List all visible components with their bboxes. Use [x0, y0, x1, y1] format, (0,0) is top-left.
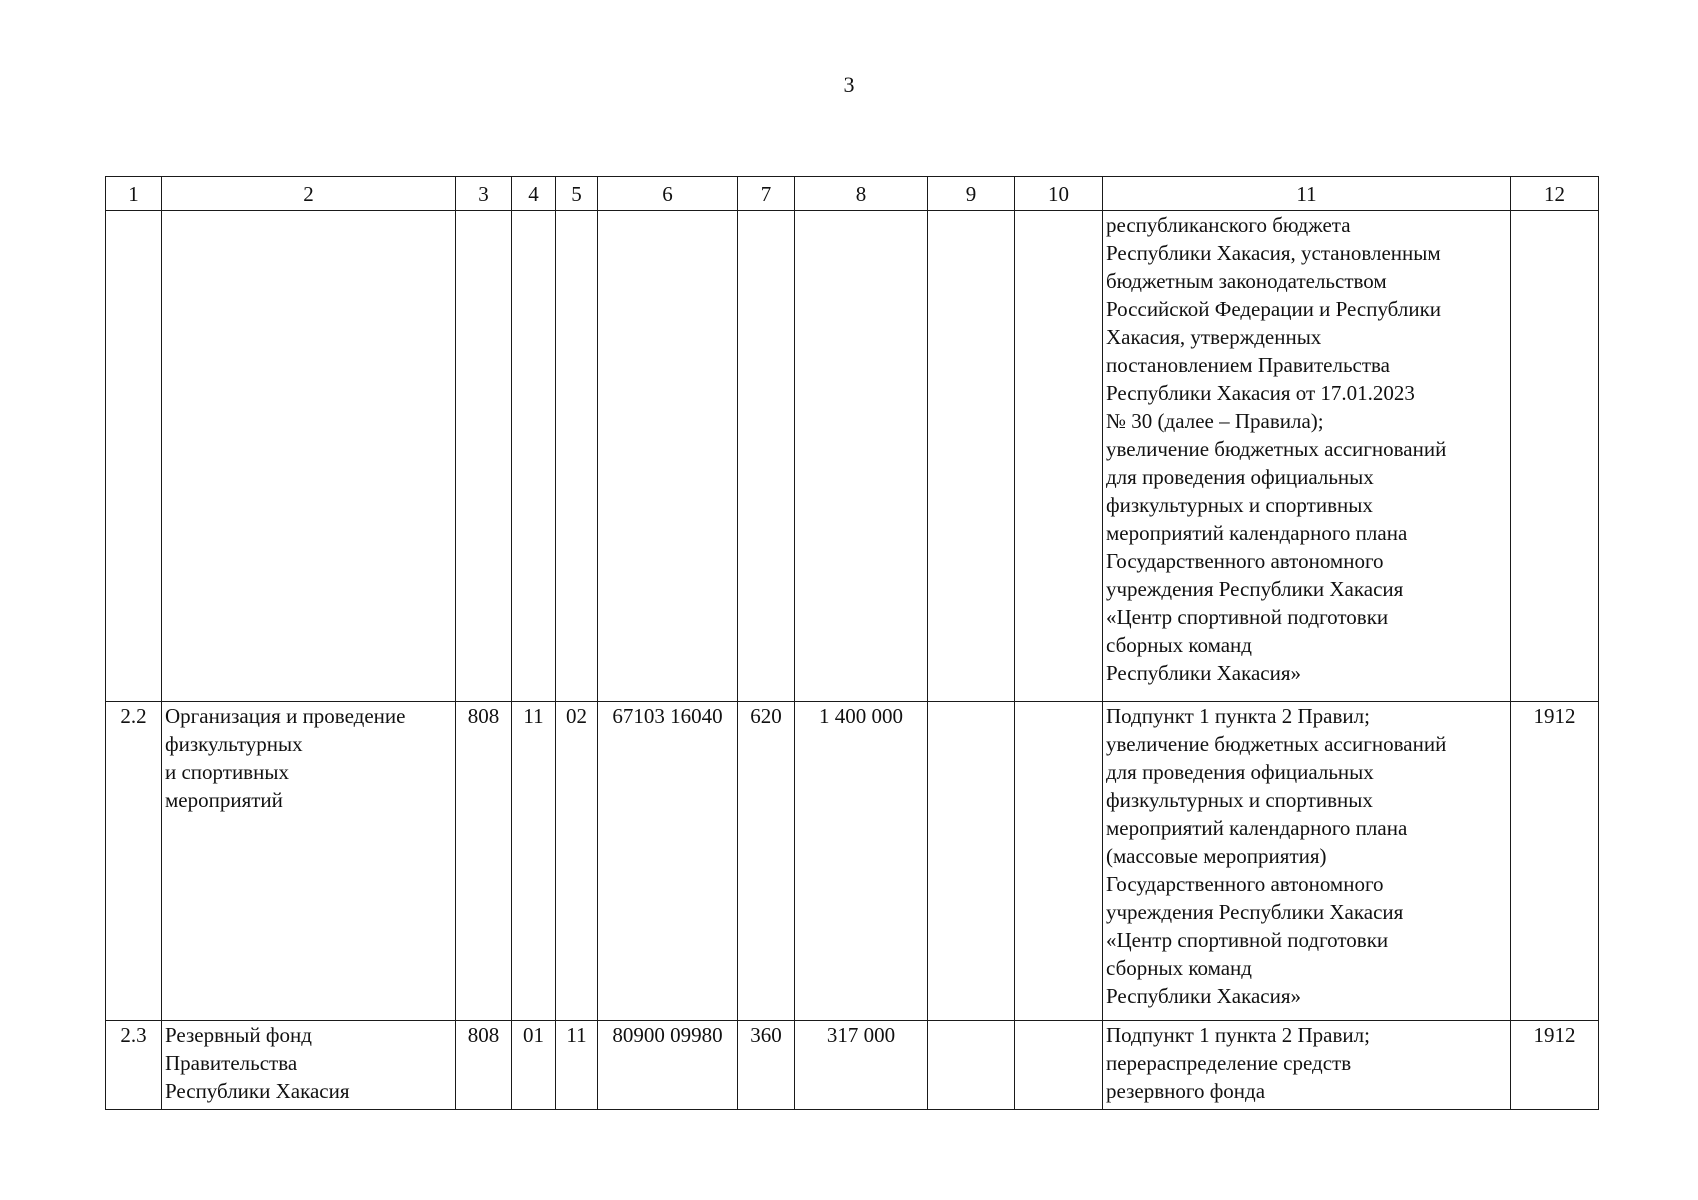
header-row [106, 177, 1599, 211]
reason-line: увеличение бюджетных ассигнований [1106, 437, 1447, 461]
column-header: 5 [556, 177, 598, 211]
cell-col4: 11 [512, 702, 556, 1021]
cell-col6 [598, 211, 738, 702]
cell-col12: 1912 [1511, 702, 1599, 1021]
cell-col12 [1511, 211, 1599, 702]
name-line: Правительства [165, 1051, 298, 1075]
row-name [162, 211, 456, 702]
table-row [106, 1021, 1599, 1110]
cell-col10 [1015, 211, 1103, 702]
reason-line: мероприятий календарного плана [1106, 816, 1408, 840]
reason-line: физкультурных и спортивных [1106, 493, 1373, 517]
column-header: 2 [162, 177, 456, 211]
cell-col7 [738, 211, 795, 702]
budget-table [105, 176, 1599, 1110]
cell-col5: 11 [556, 1021, 598, 1110]
cell-col9 [928, 702, 1015, 1021]
row-reason [1103, 211, 1511, 702]
reason-line: учреждения Республики Хакасия [1106, 900, 1404, 924]
name-line: Резервный фонд [165, 1023, 312, 1047]
cell-col3 [456, 211, 512, 702]
page-number: 3 [843, 72, 855, 97]
cell-col7: 620 [738, 702, 795, 1021]
row-number: 2.3 [106, 1021, 162, 1110]
row-reason [1103, 1021, 1511, 1110]
name-line: и спортивных [165, 760, 289, 784]
reason-line: постановлением Правительства [1106, 353, 1391, 377]
cell-col8: 317 000 [795, 1021, 928, 1110]
cell-col5 [556, 211, 598, 702]
reason-line: Государственного автономного [1106, 872, 1384, 896]
reason-line: сборных команд [1106, 633, 1252, 657]
cell-col4: 01 [512, 1021, 556, 1110]
cell-col10 [1015, 1021, 1103, 1110]
name-line: Организация и проведение [165, 704, 406, 728]
table-row [106, 211, 1599, 702]
row-number: 2.2 [106, 702, 162, 1021]
reason-line: Республики Хакасия, установленным [1106, 241, 1441, 265]
reason-line: Республики Хакасия» [1106, 984, 1302, 1008]
cell-col7: 360 [738, 1021, 795, 1110]
reason-line: сборных команд [1106, 956, 1252, 980]
reason-line: Государственного автономного [1106, 549, 1384, 573]
row-name [162, 1021, 456, 1110]
cell-col10 [1015, 702, 1103, 1021]
reason-line: республиканского бюджета [1106, 213, 1351, 237]
name-line: Республики Хакасия [165, 1079, 350, 1103]
reason-line: для проведения официальных [1106, 465, 1374, 489]
reason-line: «Центр спортивной подготовки [1106, 605, 1389, 629]
reason-line: (массовые мероприятия) [1106, 844, 1327, 868]
reason-line: учреждения Республики Хакасия [1106, 577, 1404, 601]
cell-col6: 67103 16040 [598, 702, 738, 1021]
name-line: мероприятий [165, 788, 283, 812]
row-reason [1103, 702, 1511, 1021]
column-header: 4 [512, 177, 556, 211]
reason-line: Подпункт 1 пункта 2 Правил; [1106, 704, 1370, 728]
cell-col3: 808 [456, 702, 512, 1021]
row-number [106, 211, 162, 702]
reason-line: Российской Федерации и Республики [1106, 297, 1442, 321]
reason-line: физкультурных и спортивных [1106, 788, 1373, 812]
reason-line: перераспределение средств [1106, 1051, 1352, 1075]
column-header: 6 [598, 177, 738, 211]
cell-col8 [795, 211, 928, 702]
reason-line: Хакасия, утвержденных [1106, 325, 1322, 349]
column-header: 8 [795, 177, 928, 211]
cell-col12: 1912 [1511, 1021, 1599, 1110]
reason-line: бюджетным законодательством [1106, 269, 1387, 293]
table-row [106, 702, 1599, 1021]
column-header: 11 [1103, 177, 1511, 211]
cell-col5: 02 [556, 702, 598, 1021]
cell-col3: 808 [456, 1021, 512, 1110]
column-header: 12 [1511, 177, 1599, 211]
reason-line: Подпункт 1 пункта 2 Правил; [1106, 1023, 1370, 1047]
column-header: 7 [738, 177, 795, 211]
cell-col9 [928, 211, 1015, 702]
column-header: 3 [456, 177, 512, 211]
reason-line: увеличение бюджетных ассигнований [1106, 732, 1447, 756]
reason-line: «Центр спортивной подготовки [1106, 928, 1389, 952]
column-header: 1 [106, 177, 162, 211]
reason-line: № 30 (далее – Правила); [1106, 409, 1324, 433]
reason-line: резервного фонда [1106, 1079, 1266, 1103]
row-name [162, 702, 456, 1021]
cell-col4 [512, 211, 556, 702]
cell-col6: 80900 09980 [598, 1021, 738, 1110]
reason-line: Республики Хакасия от 17.01.2023 [1106, 381, 1415, 405]
column-header: 10 [1015, 177, 1103, 211]
cell-col8: 1 400 000 [795, 702, 928, 1021]
cell-col9 [928, 1021, 1015, 1110]
reason-line: Республики Хакасия» [1106, 661, 1302, 685]
name-line: физкультурных [165, 732, 303, 756]
column-header: 9 [928, 177, 1015, 211]
reason-line: для проведения официальных [1106, 760, 1374, 784]
reason-line: мероприятий календарного плана [1106, 521, 1408, 545]
